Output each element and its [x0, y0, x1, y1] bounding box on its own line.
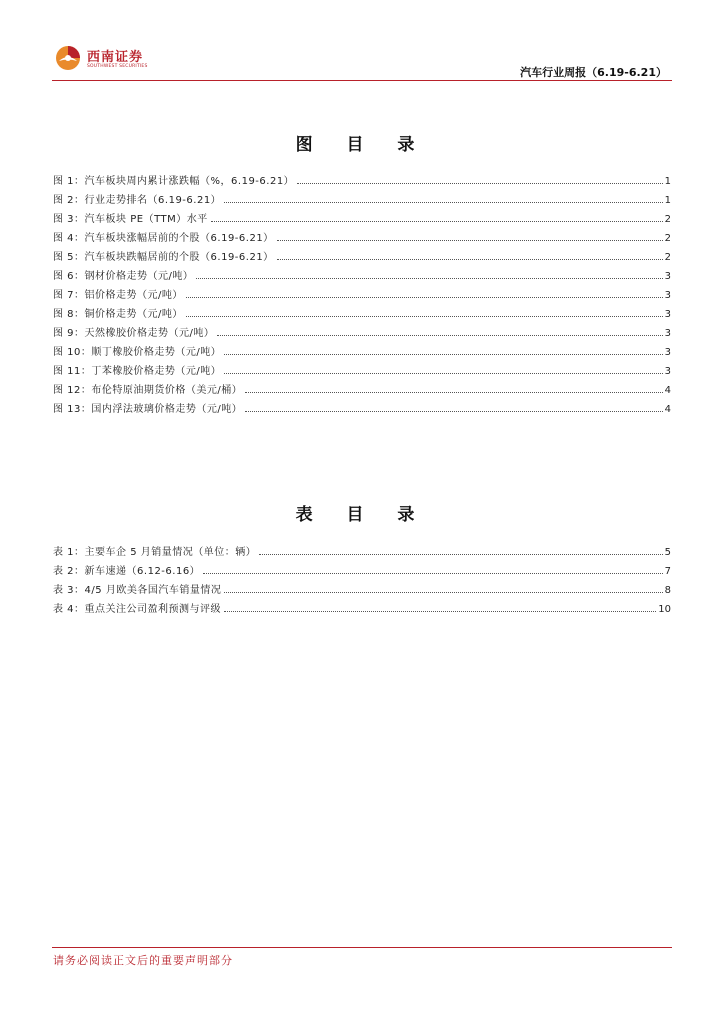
- company-logo: [55, 45, 155, 75]
- toc-dot-leader: [224, 592, 662, 593]
- toc-entry-figure-1[interactable]: [53, 168, 671, 187]
- toc-entry-figure-4[interactable]: [53, 225, 671, 244]
- toc-page-number: 3: [664, 309, 671, 320]
- toc-entry-label: 图 4：汽车板块涨幅居前的个股（6.19-6.21）: [53, 233, 274, 244]
- report-title: 汽车行业周报（6.19-6.21）: [520, 66, 667, 79]
- toc-page-number: 3: [664, 366, 671, 377]
- logo-text-en: SOUTHWEST SECURITIES: [87, 64, 148, 69]
- toc-page-number: 10: [658, 604, 671, 615]
- toc-entry-table-3[interactable]: [53, 577, 671, 596]
- toc-dot-leader: [259, 554, 662, 555]
- toc-dot-leader: [297, 183, 662, 184]
- logo-emblem-icon: [55, 45, 81, 71]
- toc-entry-label: 表 4：重点关注公司盈利预测与评级: [53, 604, 222, 615]
- figures-toc-title: 图 目 录: [295, 135, 429, 155]
- toc-entry-figure-10[interactable]: [53, 339, 671, 358]
- tables-toc-list: [53, 539, 671, 615]
- figures-toc-list: [53, 168, 671, 415]
- logo-text-cn: 西南证券: [87, 50, 144, 65]
- toc-entry-figure-13[interactable]: [53, 396, 671, 415]
- toc-entry-label: 图 10：顺丁橡胶价格走势（元/吨）: [53, 347, 222, 358]
- toc-dot-leader: [224, 202, 662, 203]
- toc-entry-figure-2[interactable]: [53, 187, 671, 206]
- toc-page-number: 7: [664, 566, 671, 577]
- toc-entry-label: 图 12：布伦特原油期货价格（美元/桶）: [53, 385, 243, 396]
- toc-entry-label: 表 1：主要车企 5 月销量情况（单位：辆）: [53, 547, 257, 558]
- toc-page-number: 8: [664, 585, 671, 596]
- toc-entry-figure-7[interactable]: [53, 282, 671, 301]
- toc-dot-leader: [277, 240, 663, 241]
- toc-entry-figure-5[interactable]: [53, 244, 671, 263]
- toc-entry-label: 图 8：铜价格走势（元/吨）: [53, 309, 183, 320]
- toc-entry-label: 图 11：丁苯橡胶价格走势（元/吨）: [53, 366, 222, 377]
- toc-entry-label: 图 1：汽车板块周内累计涨跌幅（%，6.19-6.21）: [53, 176, 295, 187]
- toc-page-number: 2: [664, 214, 671, 225]
- toc-entry-label: 图 7：铝价格走势（元/吨）: [53, 290, 183, 301]
- toc-dot-leader: [224, 373, 662, 374]
- toc-page-number: 3: [664, 328, 671, 339]
- toc-page-number: 1: [664, 176, 671, 187]
- toc-page-number: 4: [664, 404, 671, 415]
- toc-page-number: 4: [664, 385, 671, 396]
- toc-dot-leader: [245, 411, 662, 412]
- toc-dot-leader: [277, 259, 663, 260]
- toc-entry-figure-3[interactable]: [53, 206, 671, 225]
- toc-dot-leader: [211, 221, 663, 222]
- toc-entry-figure-6[interactable]: [53, 263, 671, 282]
- toc-entry-label: 图 13：国内浮法玻璃价格走势（元/吨）: [53, 404, 243, 415]
- toc-entry-table-1[interactable]: [53, 539, 671, 558]
- toc-page-number: 2: [664, 233, 671, 244]
- toc-page-number: 3: [664, 271, 671, 282]
- toc-entry-figure-8[interactable]: [53, 301, 671, 320]
- toc-page-number: 3: [664, 290, 671, 301]
- toc-entry-figure-11[interactable]: [53, 358, 671, 377]
- toc-page-number: 3: [664, 347, 671, 358]
- toc-entry-label: 图 2：行业走势排名（6.19-6.21）: [53, 195, 222, 206]
- toc-entry-label: 图 3：汽车板块 PE（TTM）水平: [53, 214, 208, 225]
- toc-page-number: 1: [664, 195, 671, 206]
- toc-dot-leader: [224, 611, 656, 612]
- toc-entry-label: 图 6：钢材价格走势（元/吨）: [53, 271, 194, 282]
- toc-entry-label: 图 9：天然橡胶价格走势（元/吨）: [53, 328, 215, 339]
- toc-page-number: 2: [664, 252, 671, 263]
- toc-entry-label: 图 5：汽车板块跌幅居前的个股（6.19-6.21）: [53, 252, 274, 263]
- toc-entry-label: 表 2：新车速递（6.12-6.16）: [53, 566, 201, 577]
- footer-disclaimer-note: 请务必阅读正文后的重要声明部分: [53, 954, 233, 967]
- toc-dot-leader: [186, 297, 663, 298]
- toc-entry-figure-9[interactable]: [53, 320, 671, 339]
- toc-dot-leader: [186, 316, 663, 317]
- tables-toc-title: 表 目 录: [295, 505, 429, 525]
- toc-dot-leader: [224, 354, 662, 355]
- toc-dot-leader: [217, 335, 662, 336]
- footer-divider: [52, 947, 672, 948]
- toc-entry-table-4[interactable]: [53, 596, 671, 615]
- toc-entry-label: 表 3：4/5 月欧美各国汽车销量情况: [53, 585, 222, 596]
- header-divider: [52, 80, 672, 81]
- toc-dot-leader: [203, 573, 662, 574]
- toc-page-number: 5: [664, 547, 671, 558]
- toc-dot-leader: [196, 278, 662, 279]
- toc-dot-leader: [245, 392, 662, 393]
- toc-entry-figure-12[interactable]: [53, 377, 671, 396]
- toc-entry-table-2[interactable]: [53, 558, 671, 577]
